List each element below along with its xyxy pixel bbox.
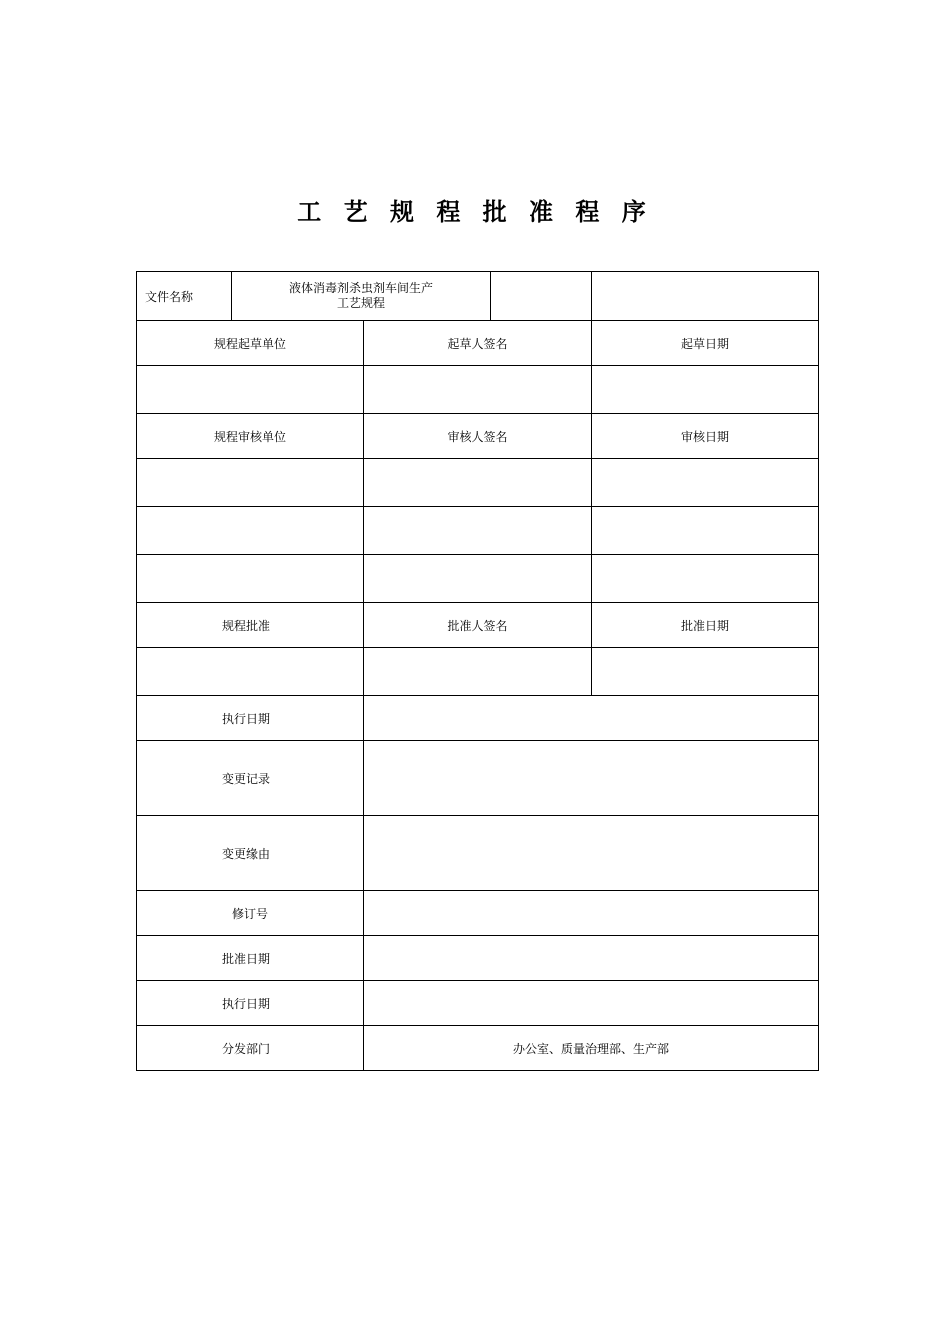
review-date-cell[interactable] xyxy=(592,507,819,555)
approval-date-cell[interactable] xyxy=(364,936,819,981)
review-entry-row-1 xyxy=(137,459,819,507)
change-record-label: 变更记录 xyxy=(137,741,364,816)
file-name-value xyxy=(232,272,491,321)
review-unit-cell[interactable] xyxy=(137,459,364,507)
distribution-row xyxy=(137,1026,819,1071)
approval-date-row xyxy=(137,936,819,981)
page-title: 工 艺 规 程 批 准 程 序 xyxy=(297,198,653,226)
change-record-cell[interactable] xyxy=(364,741,819,816)
review-signer-cell[interactable] xyxy=(364,555,592,603)
approve-unit-cell[interactable] xyxy=(137,648,364,696)
review-unit-label: 规程审核单位 xyxy=(137,414,364,459)
draft-date-cell[interactable] xyxy=(592,366,819,414)
review-signer-label: 审核人签名 xyxy=(364,414,592,459)
draft-entry-row xyxy=(137,366,819,414)
approve-signer-label: 批准人签名 xyxy=(364,603,592,648)
approval-date-label: 批准日期 xyxy=(137,936,364,981)
review-date-cell[interactable] xyxy=(592,555,819,603)
review-unit-cell[interactable] xyxy=(137,555,364,603)
draft-date-label: 起草日期 xyxy=(592,321,819,366)
approve-header-row xyxy=(137,603,819,648)
review-header-row xyxy=(137,414,819,459)
file-name-line1: 液体消毒剂杀虫剂车间生产 xyxy=(289,281,434,295)
exec-date-cell-2[interactable] xyxy=(364,981,819,1026)
revision-row xyxy=(137,891,819,936)
draft-unit-cell[interactable] xyxy=(137,366,364,414)
review-date-label: 审核日期 xyxy=(592,414,819,459)
review-entry-row-3 xyxy=(137,555,819,603)
file-name-row xyxy=(137,272,819,321)
approve-entry-row xyxy=(137,648,819,696)
file-name-extra-cell-2[interactable] xyxy=(592,272,819,321)
revision-no-label: 修订号 xyxy=(137,891,364,936)
draft-unit-label: 规程起草单位 xyxy=(137,321,364,366)
review-unit-cell[interactable] xyxy=(137,507,364,555)
approve-date-cell[interactable] xyxy=(592,648,819,696)
approve-date-label: 批准日期 xyxy=(592,603,819,648)
draft-signer-label: 起草人签名 xyxy=(364,321,592,366)
change-record-row xyxy=(137,741,819,816)
distribution-label: 分发部门 xyxy=(137,1026,364,1071)
exec-date-label-2: 执行日期 xyxy=(137,981,364,1026)
approve-signer-cell[interactable] xyxy=(364,648,592,696)
draft-header-row xyxy=(137,321,819,366)
file-name-extra-cell[interactable] xyxy=(491,272,592,321)
approval-form-table xyxy=(136,271,819,1071)
change-reason-label: 变更缘由 xyxy=(137,816,364,891)
distribution-value: 办公室、质量治理部、生产部 xyxy=(364,1026,819,1071)
exec-date-label: 执行日期 xyxy=(137,696,364,741)
exec-date-cell[interactable] xyxy=(364,696,819,741)
revision-no-cell[interactable] xyxy=(364,891,819,936)
review-signer-cell[interactable] xyxy=(364,459,592,507)
file-name-label: 文件名称 xyxy=(137,272,232,321)
file-name-line2: 工艺规程 xyxy=(337,296,386,310)
review-entry-row-2 xyxy=(137,507,819,555)
review-signer-cell[interactable] xyxy=(364,507,592,555)
review-date-cell[interactable] xyxy=(592,459,819,507)
change-reason-row xyxy=(137,816,819,891)
change-reason-cell[interactable] xyxy=(364,816,819,891)
approve-unit-label: 规程批准 xyxy=(137,603,364,648)
exec-date-row-2 xyxy=(137,981,819,1026)
draft-signer-cell[interactable] xyxy=(364,366,592,414)
exec-date-row xyxy=(137,696,819,741)
